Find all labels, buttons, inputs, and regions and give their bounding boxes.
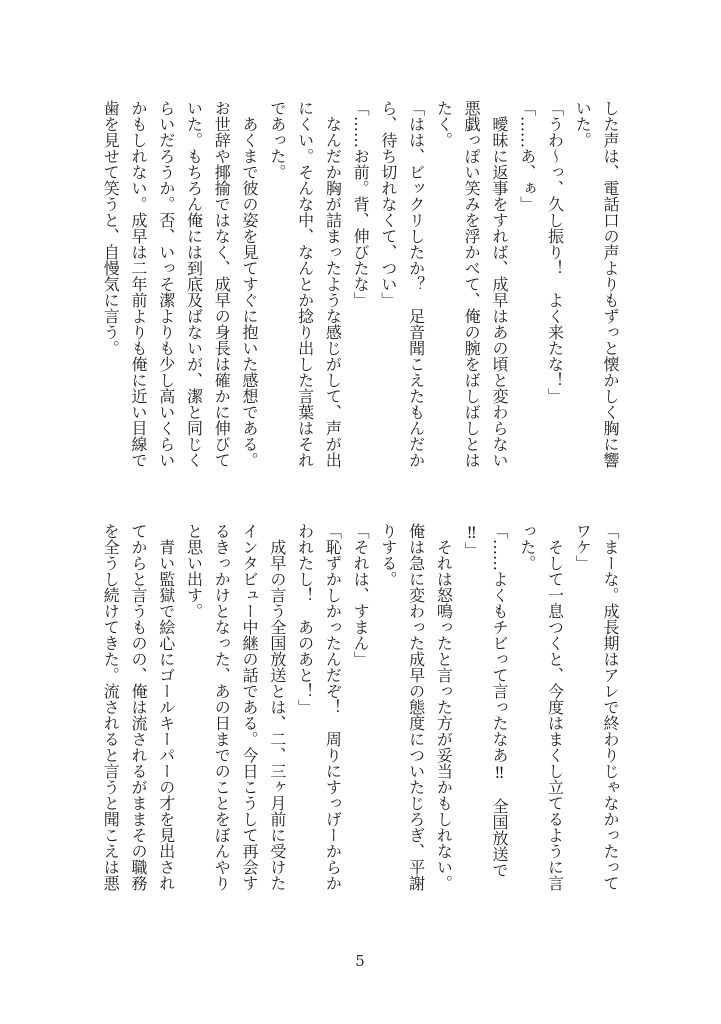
- text-column: 成早の言う全国放送とは、二、三ヶ月前に受けた: [267, 523, 287, 891]
- text-column: を全うし続けてきた。流されると言うと聞こえは悪: [101, 523, 121, 891]
- text-column: それは怒鳴ったと言った方が妥当かもしれない。: [434, 523, 454, 891]
- text-column: ら、待ち切れなくて、つい」: [378, 100, 398, 308]
- page-number: 5: [355, 952, 365, 970]
- text-column: 「……あ、ぁ」: [517, 100, 537, 212]
- text-block-top: [96, 100, 624, 472]
- text-column: であった。: [267, 100, 287, 180]
- text-column: あくまで彼の姿を見てすぐに抱いた感想である。: [240, 100, 260, 468]
- text-column: そして一息つくと、今度はまくし立てるように言: [545, 523, 565, 891]
- text-column: かもしれない。成早は二年前よりも俺に近い目線で: [128, 100, 148, 468]
- text-column: たく。: [434, 100, 454, 148]
- text-column: った。: [517, 523, 537, 571]
- text-column: と思い出す。: [184, 523, 204, 619]
- text-column: 曖昧に返事をすれば、成早はあの頃と変わらない: [489, 100, 509, 468]
- text-column: なんだか胸が詰まったような感じがして、声が出: [323, 100, 343, 468]
- text-column: 歯を見せて笑うと、自慢気に言う。: [101, 100, 121, 356]
- text-column: お世辞や揶揄ではなく、成早の身長は確かに伸びて: [212, 100, 232, 468]
- text-column: 「うわ～っ、久し振り！ よく来たな！」: [545, 100, 565, 404]
- text-column: てからと言うものの、俺は流されるがままその職務: [128, 523, 148, 891]
- text-column: るきっかけとなった、あの日までのことをぼんやり: [212, 523, 232, 891]
- text-column: インタビュー中継の話である。今日こうして再会す: [240, 523, 260, 891]
- text-column: ‼」: [462, 523, 482, 558]
- text-column: 青い監獄で絵心にゴールキーパーの才を見出され: [156, 523, 176, 891]
- text-column: いた。: [573, 100, 593, 148]
- text-column: りする。: [378, 523, 398, 587]
- text-column: われたし！ あのあと！」: [295, 523, 315, 715]
- text-column: ワケ」: [573, 523, 593, 571]
- text-column: にくい。そんな中、なんとか捻り出した言葉はそれ: [295, 100, 315, 468]
- text-column: いた。もちろん俺には到底及ばないが、潔と同じく: [184, 100, 204, 468]
- text-column: 「……よくもチビって言ったなあ‼ 全国放送で: [489, 523, 509, 878]
- text-block-bottom: [96, 523, 624, 895]
- text-column: らいだろうか。否、いっそ潔よりも少し高いくらい: [156, 100, 176, 468]
- text-column: 俺は急に変わった成早の態度についたじろぎ、平謝: [406, 523, 426, 891]
- text-column: 「……お前。背、伸びたな」: [351, 100, 371, 308]
- text-column: 「恥ずかしかったんだぞ！ 周りにすっげーからか: [323, 523, 343, 891]
- text-column: した声は、電話口の声よりもずっと懐かしく胸に響: [601, 100, 620, 468]
- text-column: 「まーな。成長期はアレで終わりじゃなかったって: [601, 523, 620, 891]
- text-column: 「はは、ビックリしたか？ 足音聞こえたもんだか: [406, 100, 426, 468]
- text-column: 悪戯っぽい笑みを浮かべて、俺の腕をばしばしとは: [462, 100, 482, 468]
- text-column: 「それは、すまん」: [351, 523, 371, 667]
